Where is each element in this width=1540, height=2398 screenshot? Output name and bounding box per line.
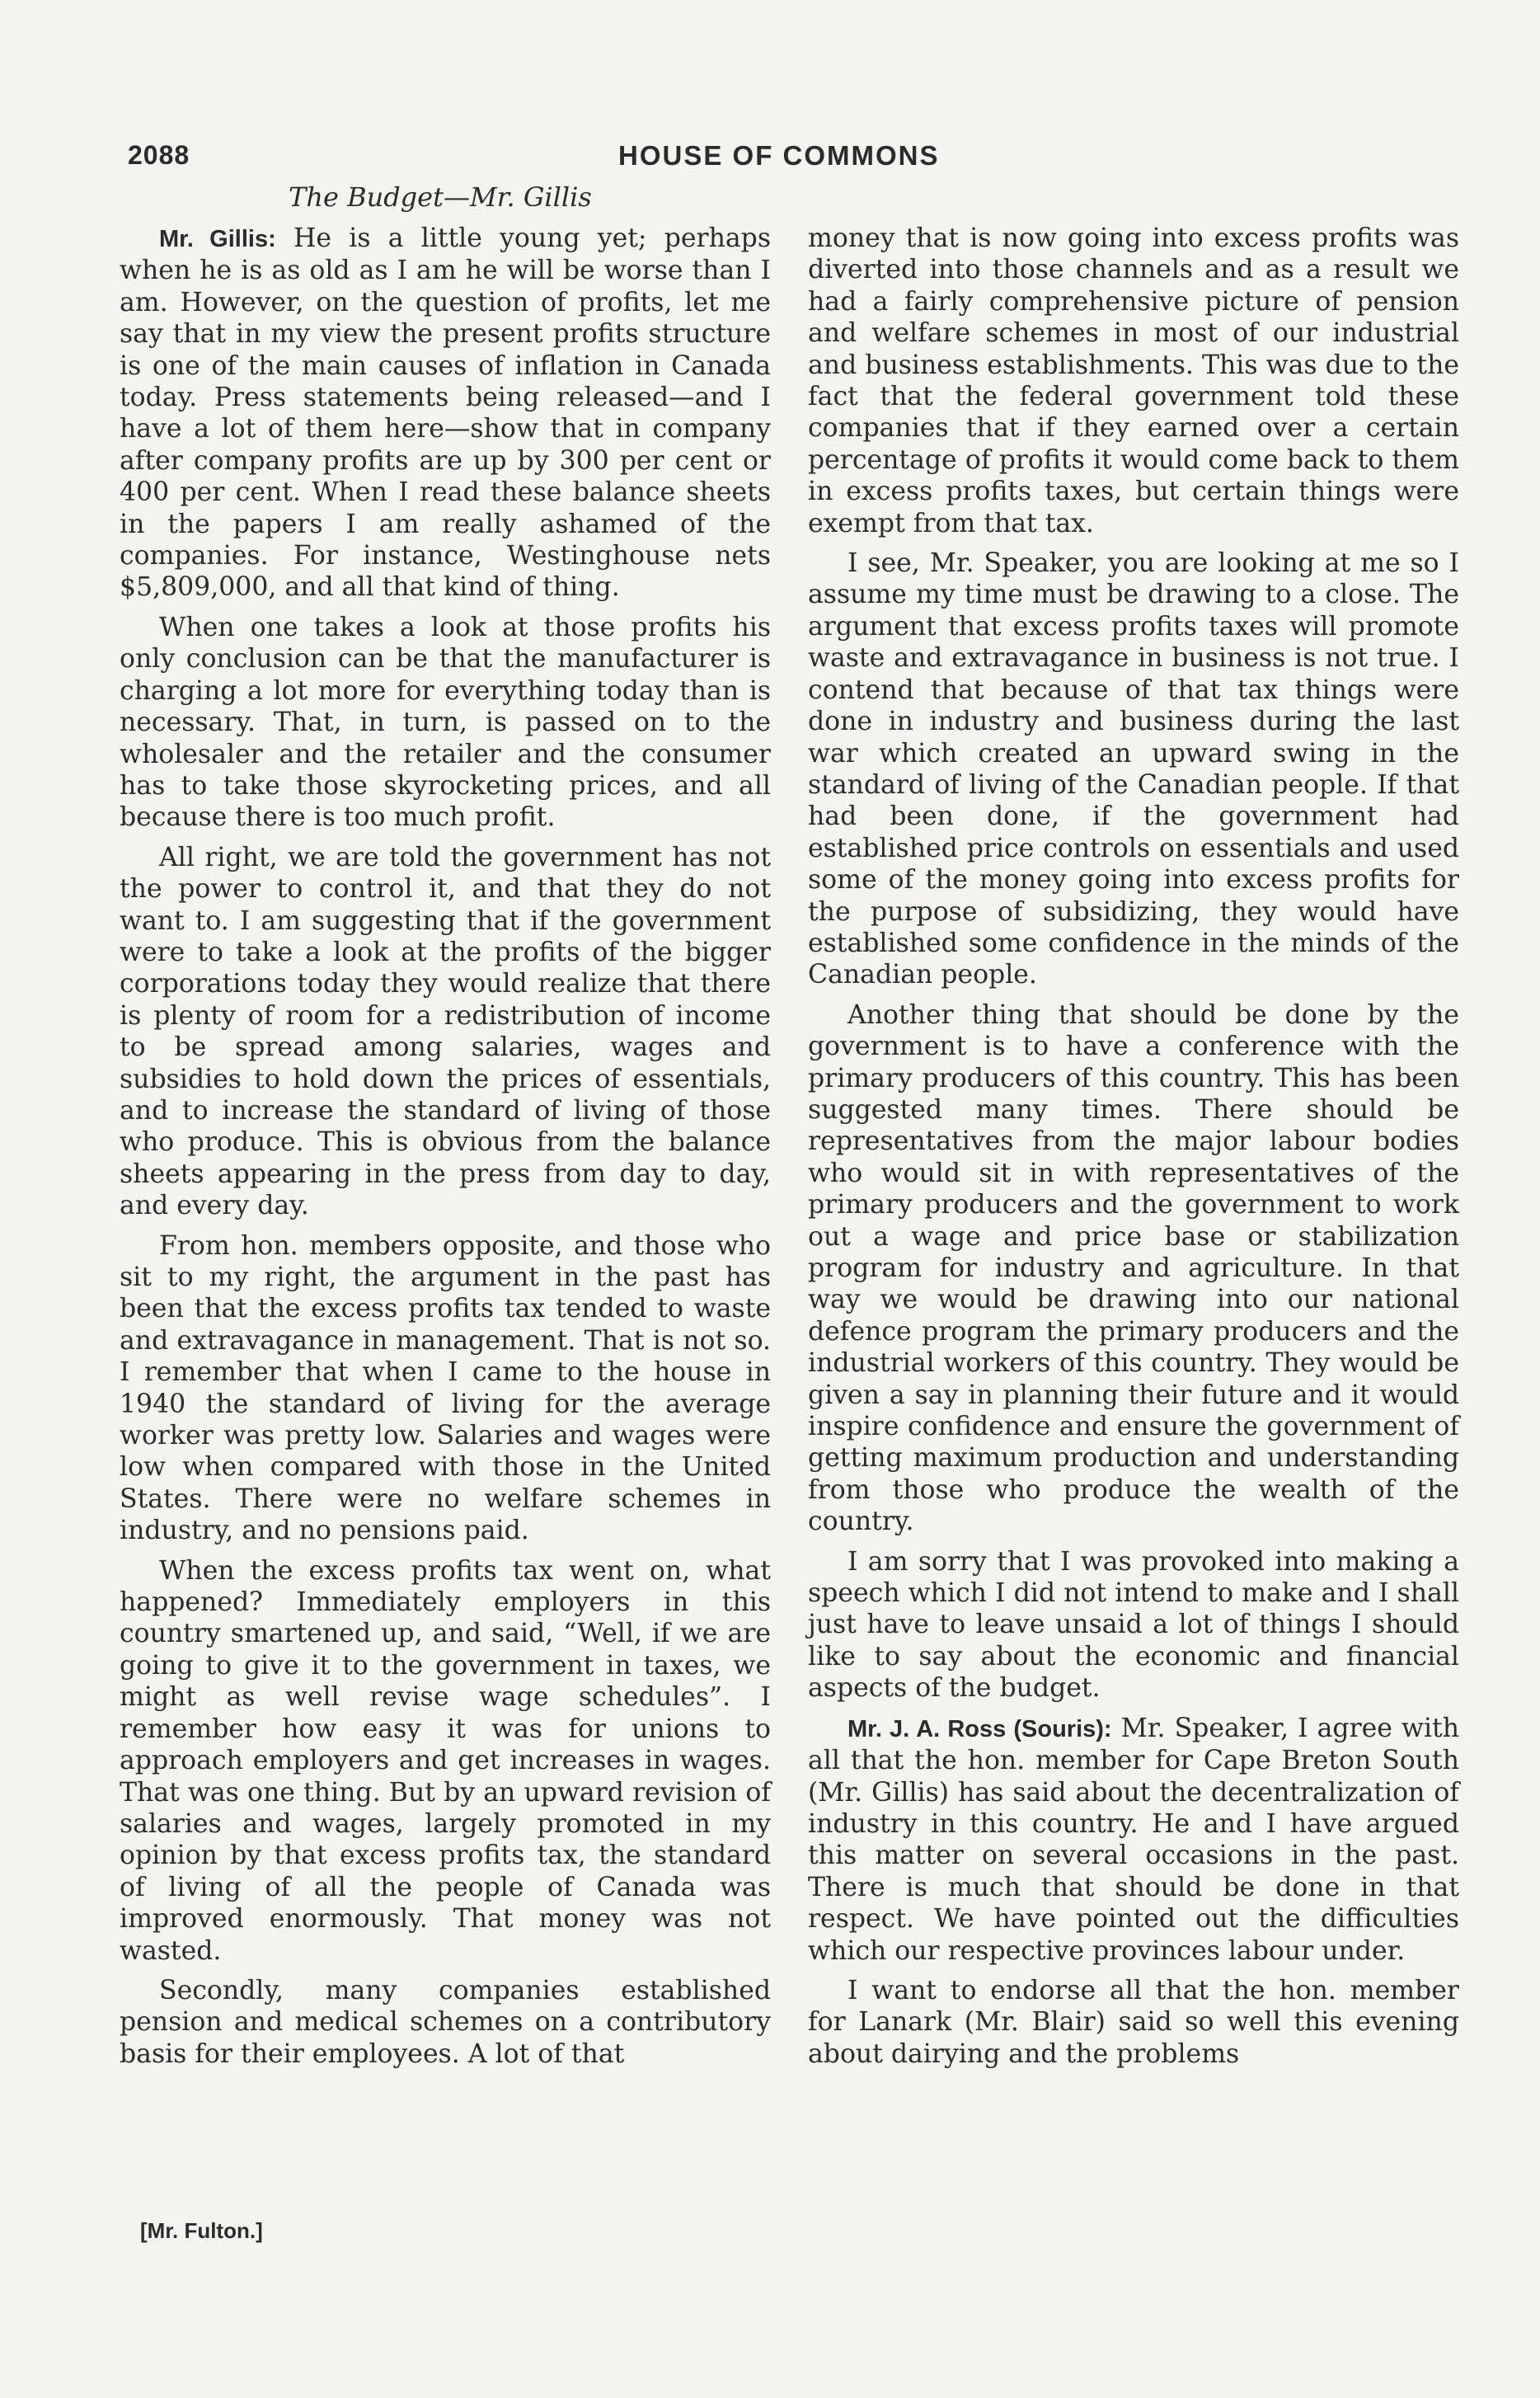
paragraph	[120, 223, 771, 604]
paragraph-text: He is a little young yet; perhaps when he is as old as I am he will be worse than I am. However, on the question of profits, let me say that in my view the present profits structure is one of the main causes of inflation in Canada today. Press statements being released—and I have a lot of them here—show that in company after company profits are up by 300 per cent or 400 per cent. When I read these balance sheets in the papers I am really ashamed of the companies. For instance, Westinghouse nets $5,809,000, and all that kind of thing.	[120, 223, 772, 603]
paragraph-text: Mr. Speaker, I agree with all that the hon. member for Cape Breton South (Mr. Gillis) has said about the decentralization of industry in this country. He and I have argued this matter on several occasions in the past. There is much that should be done in that respect. We have pointed out the difficulties which our respective provinces labour under.	[808, 1713, 1459, 1966]
footer-note: [Mr. Fulton.]	[140, 2218, 263, 2243]
section-subhead: The Budget—Mr. Gillis	[289, 181, 592, 213]
paragraph: When the excess profits tax went on, what happened? Immediately employers in this country smartened up, and said, “Well, if we are going to give it to the government in taxes, we might as well revise wage schedules”. I remember how easy it was for unions to approach employers and get increases in wages. That was one thing. But by an upward revision of salaries and wages, largely promoted in my opinion by that excess profits tax, the standard of living of all the people of Canada was improved enormously. That money was not wasted.	[120, 1555, 771, 1966]
paragraph: When one takes a look at those profits his only conclusion can be that the manufacturer is charging a lot more for everything today than is necessary. That, in turn, is passed on to the wholesaler and the retailer and the consumer has to take those skyrocketing prices, and all because there is too much profit.	[120, 612, 771, 833]
right-column	[808, 223, 1459, 2078]
paragraph: Another thing that should be done by the government is to have a conference with the primary producers of this country. This has been suggested many times. There should be representatives from the major labour bodies who would sit in with representatives of the primary producers and the government to work out a wage and price base or stabilization program for industry and agriculture. In that way we would be drawing into our national defence program the primary producers and the industrial workers of this country. They would be given a say in planning their future and it would inspire confidence and ensure the government of getting maximum production and understanding from those who produce the wealth of the country.	[808, 999, 1459, 1537]
running-head: HOUSE OF COMMONS	[618, 140, 940, 171]
left-column	[120, 223, 771, 2078]
speaker-name: Mr. J. A. Ross (Souris):	[847, 1715, 1112, 1742]
paragraph: I want to endorse all that the hon. member for Lanark (Mr. Blair) said so well this evening about dairying and the problems	[808, 1975, 1459, 2069]
speaker-name: Mr. Gillis:	[159, 226, 276, 252]
paragraph: All right, we are told the government has not the power to control it, and that they do not want to. I am suggesting that if the government were to take a look at the profits of the bigger corporations today they would realize that there is plenty of room for a redistribution of income to be spread among salaries, wages and subsidies to hold down the prices of essentials, and to increase the standard of living of those who produce. This is obvious from the balance sheets appearing in the press from day to day, and every day.	[120, 842, 771, 1221]
paragraph: money that is now going into excess profits was diverted into those channels and as a result we had a fairly comprehensive picture of pension and welfare schemes in most of our industrial and business establishments. This was due to the fact that the federal government told these companies that if they earned over a certain percentage of profits it would come back to them in excess profits taxes, but certain things were exempt from that tax.	[808, 223, 1459, 538]
paragraph: I am sorry that I was provoked into making a speech which I did not intend to make and I shall just have to leave unsaid a lot of things I should like to say about the economic and financial aspects of the budget.	[808, 1546, 1459, 1704]
paragraph	[808, 1713, 1459, 1967]
paragraph: I see, Mr. Speaker, you are looking at me so I assume my time must be drawing to a close. The argument that excess profits taxes will promote waste and extravagance in business is not true. I contend that because of that tax things were done in industry and business during the last war which created an upward swing in the standard of living of the Canadian people. If that had been done, if the government had established price controls on essentials and used some of the money going into excess profits for the purpose of subsidizing, they would have established some confidence in the minds of the Canadian people.	[808, 548, 1459, 990]
paragraph: Secondly, many companies established pension and medical schemes on a contributory basis for their employees. A lot of that	[120, 1975, 771, 2069]
paragraph: From hon. members opposite, and those who sit to my right, the argument in the past has been that the excess profits tax tended to waste and extravagance in management. That is not so. I remember that when I came to the house in 1940 the standard of living for the average worker was pretty low. Salaries and wages were low when compared with those in the United States. There were no welfare schemes in industry, and no pensions paid.	[120, 1230, 771, 1546]
page-number: 2088	[128, 140, 190, 170]
